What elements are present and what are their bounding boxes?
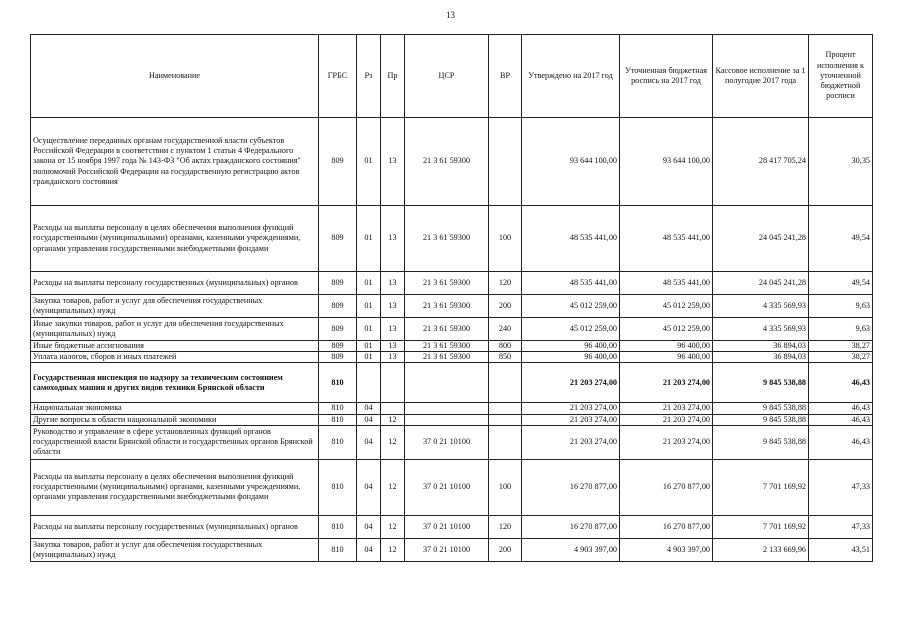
table-cell-percent: 46,43 [809,414,873,425]
table-cell-approved: 96 400,00 [522,341,620,352]
table-cell-approved: 45 012 259,00 [522,318,620,341]
table-cell-pr: 13 [381,206,405,272]
table-cell-name: Расходы на выплаты персоналу государственных (муниципальных) органов [31,272,319,295]
table-cell-grbs: 809 [319,118,357,206]
table-cell-refined: 93 644 100,00 [620,118,713,206]
table-cell-rz: 01 [357,295,381,318]
table-cell-csr: 37 0 21 10100 [405,425,489,459]
table-cell-rz: 04 [357,425,381,459]
table-cell-refined: 16 270 877,00 [620,515,713,538]
table-cell-pr: 13 [381,272,405,295]
table-cell-name: Уплата налогов, сборов и иных платежей [31,352,319,363]
table-cell-grbs: 809 [319,272,357,295]
table-row [31,414,873,425]
table-row [31,272,873,295]
table-cell-percent: 9,63 [809,295,873,318]
table-row [31,352,873,363]
table-cell-cash: 28 417 705,24 [713,118,809,206]
table-cell-name: Другие вопросы в области национальной экономики [31,414,319,425]
table-row [31,403,873,414]
table-cell-name: Осуществление переданных органам государственной власти субъектов Российской Федерации в соответствии с пунктом 1 статьи 4 Федерального закона от 15 ноября 1997 года № 143-ФЗ "Об актах гражданского состояния" полномочий Российской Федерации на государственную регистрацию актов гражданского состояния [31,118,319,206]
table-cell-pr: 12 [381,515,405,538]
budget-execution-table [30,34,873,562]
header-grbs: ГРБС [319,35,357,118]
table-cell-grbs: 809 [319,295,357,318]
table-cell-vr: 120 [489,272,522,295]
table-cell-pr: 12 [381,538,405,561]
table-cell-pr: 13 [381,118,405,206]
table-cell-grbs: 810 [319,425,357,459]
header-refined: Уточненная бюджетная роспись на 2017 год [620,35,713,118]
table-cell-pr [381,363,405,403]
table-cell-approved: 48 535 441,00 [522,272,620,295]
table-cell-vr: 240 [489,318,522,341]
header-csr: ЦСР [405,35,489,118]
table-row [31,206,873,272]
table-cell-percent: 47,33 [809,515,873,538]
table-cell-grbs: 810 [319,414,357,425]
table-cell-pr [381,403,405,414]
table-cell-grbs: 809 [319,206,357,272]
table-cell-approved: 21 203 274,00 [522,425,620,459]
table-cell-refined: 96 400,00 [620,341,713,352]
table-row [31,425,873,459]
table-cell-percent: 9,63 [809,318,873,341]
table-cell-grbs: 809 [319,318,357,341]
table-cell-grbs: 810 [319,515,357,538]
table-cell-pr: 12 [381,414,405,425]
table-cell-vr: 800 [489,341,522,352]
table-cell-approved: 96 400,00 [522,352,620,363]
table-cell-refined: 21 203 274,00 [620,425,713,459]
table-cell-percent: 46,43 [809,403,873,414]
table-cell-name: Расходы на выплаты персоналу в целях обеспечения выполнения функций государственными (муниципальными) органами, казенными учреждениями, органами управления государственными внебюджетными фондами [31,459,319,515]
table-cell-cash: 24 045 241,28 [713,206,809,272]
table-cell-percent: 49,54 [809,206,873,272]
table-cell-csr [405,414,489,425]
table-cell-refined: 21 203 274,00 [620,403,713,414]
table-cell-rz: 04 [357,538,381,561]
table-cell-cash: 9 845 538,88 [713,363,809,403]
table-cell-refined: 4 903 397,00 [620,538,713,561]
table-cell-pr: 13 [381,341,405,352]
table-cell-refined: 96 400,00 [620,352,713,363]
table-cell-approved: 48 535 441,00 [522,206,620,272]
table-cell-cash: 9 845 538,88 [713,414,809,425]
table-cell-cash: 7 701 169,92 [713,515,809,538]
table-cell-percent: 38,27 [809,341,873,352]
table-cell-approved: 4 903 397,00 [522,538,620,561]
header-approved: Утверждено на 2017 год [522,35,620,118]
table-cell-refined: 16 270 877,00 [620,459,713,515]
table-cell-vr [489,403,522,414]
header-cash: Кассовое исполнение за 1 полугодие 2017 года [713,35,809,118]
table-cell-name: Иные закупки товаров, работ и услуг для обеспечения государственных (муниципальных) нужд [31,318,319,341]
table-cell-refined: 48 535 441,00 [620,272,713,295]
table-cell-approved: 21 203 274,00 [522,363,620,403]
table-cell-csr: 37 0 21 10100 [405,538,489,561]
table-cell-cash: 4 335 569,93 [713,318,809,341]
table-cell-rz: 04 [357,403,381,414]
table-cell-rz: 04 [357,515,381,538]
table-cell-rz: 01 [357,118,381,206]
table-cell-rz: 01 [357,318,381,341]
table-cell-name: Расходы на выплаты персоналу в целях обеспечения выполнения функций государственными (муниципальными) органами, казенными учреждениями, органами управления государственными внебюджетными фондами [31,206,319,272]
table-row [31,538,873,561]
table-cell-rz: 04 [357,414,381,425]
table-row [31,318,873,341]
table-cell-approved: 16 270 877,00 [522,515,620,538]
table-cell-csr: 37 0 21 10100 [405,515,489,538]
table-cell-csr: 21 3 61 59300 [405,272,489,295]
table-cell-name: Иные бюджетные ассигнования [31,341,319,352]
table-cell-name: Расходы на выплаты персоналу государственных (муниципальных) органов [31,515,319,538]
table-cell-cash: 2 133 669,96 [713,538,809,561]
table-row [31,363,873,403]
table-row [31,118,873,206]
table-cell-vr: 100 [489,206,522,272]
table-cell-refined: 45 012 259,00 [620,318,713,341]
table-cell-pr: 13 [381,295,405,318]
table-cell-refined: 21 203 274,00 [620,363,713,403]
table-cell-pr: 13 [381,352,405,363]
table-row [31,459,873,515]
table-cell-name: Закупка товаров, работ и услуг для обеспечения государственных (муниципальных) нужд [31,295,319,318]
table-cell-rz: 01 [357,272,381,295]
table-cell-csr [405,363,489,403]
table-cell-cash: 24 045 241,28 [713,272,809,295]
table-cell-name: Государственная инспекция по надзору за техническим состоянием самоходных машин и других видов техники Брянской области [31,363,319,403]
table-cell-cash: 4 335 569,93 [713,295,809,318]
table-cell-name: Национальная экономика [31,403,319,414]
table-cell-percent: 47,33 [809,459,873,515]
table-cell-grbs: 809 [319,341,357,352]
table-cell-refined: 48 535 441,00 [620,206,713,272]
table-cell-vr [489,425,522,459]
table-cell-approved: 21 203 274,00 [522,414,620,425]
header-row [31,35,873,118]
table-cell-csr: 21 3 61 59300 [405,341,489,352]
table-cell-percent: 30,35 [809,118,873,206]
table-cell-csr: 21 3 61 59300 [405,318,489,341]
table-cell-refined: 45 012 259,00 [620,295,713,318]
header-percent: Процент исполнения к уточненной бюджетной росписи [809,35,873,118]
table-cell-vr: 850 [489,352,522,363]
table-cell-approved: 16 270 877,00 [522,459,620,515]
table-cell-csr: 21 3 61 59300 [405,295,489,318]
table-row [31,295,873,318]
table-cell-vr: 200 [489,538,522,561]
table-cell-grbs: 810 [319,538,357,561]
table-cell-vr: 100 [489,459,522,515]
table-cell-vr [489,118,522,206]
table-cell-csr: 21 3 61 59300 [405,352,489,363]
header-vr: ВР [489,35,522,118]
table-cell-grbs: 809 [319,352,357,363]
header-rz: Рз [357,35,381,118]
table-cell-pr: 13 [381,318,405,341]
table-cell-percent: 46,43 [809,363,873,403]
table-cell-cash: 36 894,03 [713,352,809,363]
table-cell-vr: 200 [489,295,522,318]
table-cell-rz [357,363,381,403]
table-cell-pr: 12 [381,425,405,459]
table-cell-grbs: 810 [319,459,357,515]
table-cell-percent: 46,43 [809,425,873,459]
table-cell-approved: 21 203 274,00 [522,403,620,414]
table-row [31,515,873,538]
table-cell-percent: 43,51 [809,538,873,561]
header-pr: Пр [381,35,405,118]
table-cell-cash: 9 845 538,88 [713,403,809,414]
header-name: Наименование [31,35,319,118]
table-cell-percent: 49,54 [809,272,873,295]
page-number: 13 [446,10,455,20]
table-cell-approved: 93 644 100,00 [522,118,620,206]
table-cell-rz: 01 [357,352,381,363]
table-cell-vr [489,363,522,403]
table-row [31,341,873,352]
table-cell-percent: 38,27 [809,352,873,363]
table-cell-rz: 01 [357,206,381,272]
table-cell-csr: 21 3 61 59300 [405,206,489,272]
table-cell-rz: 01 [357,341,381,352]
table-cell-csr: 37 0 21 10100 [405,459,489,515]
table-cell-pr: 12 [381,459,405,515]
table-cell-cash: 36 894,03 [713,341,809,352]
table-cell-vr [489,414,522,425]
table-cell-refined: 21 203 274,00 [620,414,713,425]
table-cell-cash: 9 845 538,88 [713,425,809,459]
table-cell-rz: 04 [357,459,381,515]
table-cell-grbs: 810 [319,403,357,414]
table-cell-grbs: 810 [319,363,357,403]
table-cell-name: Закупка товаров, работ и услуг для обеспечения государственных (муниципальных) нужд [31,538,319,561]
table-cell-csr: 21 3 61 59300 [405,118,489,206]
table-cell-vr: 120 [489,515,522,538]
table-cell-name: Руководство и управление в сфере установленных функций органов государственной власти Брянской области и государственных органов Брянской области [31,425,319,459]
table-cell-cash: 7 701 169,92 [713,459,809,515]
table-cell-approved: 45 012 259,00 [522,295,620,318]
table-cell-csr [405,403,489,414]
